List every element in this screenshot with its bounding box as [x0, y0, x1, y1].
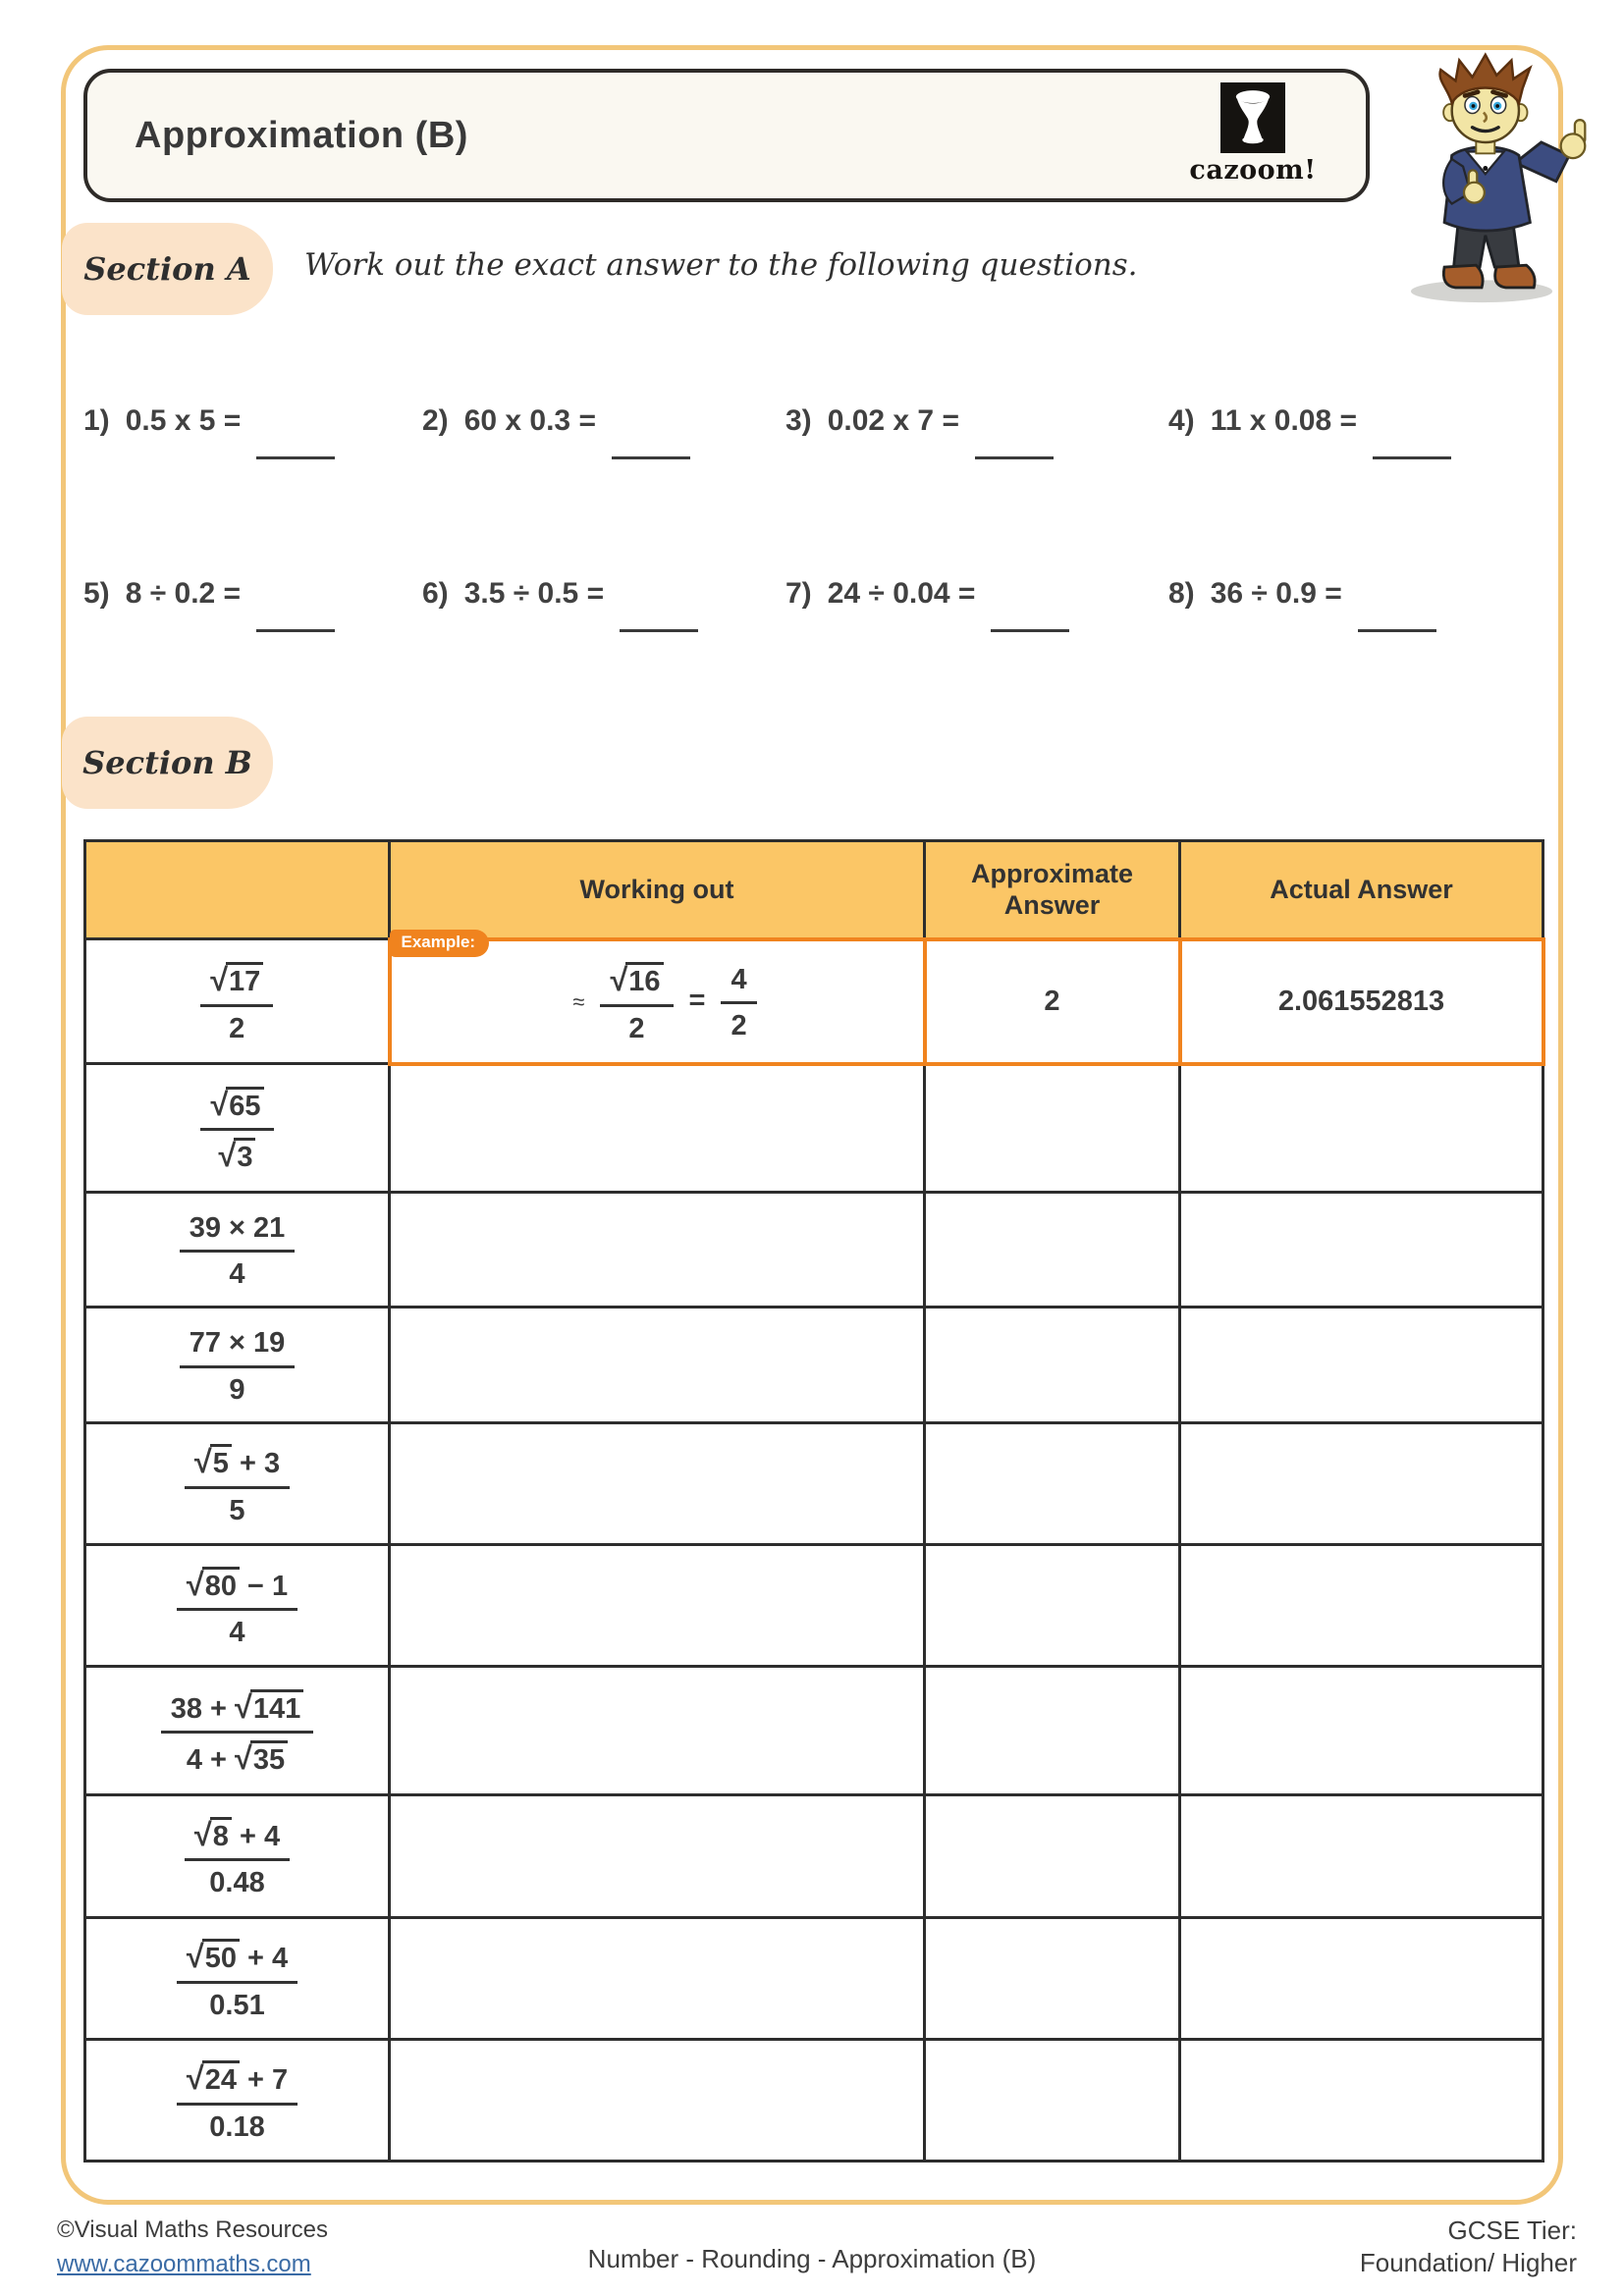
actual-answer-cell[interactable]: [1180, 1917, 1543, 2039]
fraction-denominator: 2: [229, 1012, 245, 1044]
sqrt-radical: √ 8: [194, 1817, 232, 1851]
actual-answer-cell[interactable]: [1180, 1308, 1543, 1422]
question-number: 4): [1168, 404, 1195, 437]
approximate-answer-cell[interactable]: [925, 1308, 1180, 1422]
radical-sign-icon: √: [186, 1939, 204, 1975]
footer-topic: Number - Rounding - Approximation (B): [587, 2244, 1037, 2273]
operator-symbol: ≈: [572, 988, 585, 1014]
fraction: [721, 962, 756, 1041]
answer-line[interactable]: [256, 629, 335, 632]
fraction-numerator: √ 50 + 4: [177, 1936, 298, 1983]
thumbs-up-right-hand: [1561, 120, 1586, 158]
fraction: [177, 2057, 298, 2142]
table-row: [85, 1422, 1543, 1544]
fraction: [185, 1441, 290, 1525]
sqrt-radical: √ 80: [187, 1567, 240, 1601]
question: [1168, 404, 1556, 577]
expression-cell: [85, 939, 390, 1064]
actual-answer-cell[interactable]: [1180, 1422, 1543, 1544]
sqrt-radical: √ 65: [210, 1087, 263, 1121]
fraction-numerator: [200, 959, 273, 1006]
expression-cell: [85, 1193, 390, 1308]
sqrt-radical: √ 50: [187, 1939, 240, 1973]
table-row: [85, 1193, 1543, 1308]
fraction-numerator: √ 5 + 3: [185, 1441, 290, 1488]
fraction-numerator: 39 × 21: [180, 1210, 296, 1253]
fraction: [161, 1686, 314, 1776]
expression-cell: [85, 1544, 390, 1666]
fraction: [177, 1564, 298, 1648]
fraction-numerator: 77 × 19: [180, 1325, 296, 1367]
fraction-denominator: 4: [229, 1616, 245, 1648]
actual-answer-cell[interactable]: [1180, 2039, 1543, 2161]
approximate-answer-cell[interactable]: [925, 1193, 1180, 1308]
sqrt-radical: √ 3: [219, 1138, 256, 1172]
answer-line[interactable]: [1373, 456, 1451, 459]
question-expression: 36 ÷ 0.9 =: [1210, 577, 1342, 610]
table-body: [85, 932, 1543, 2162]
table-row: [85, 1308, 1543, 1422]
fraction-denominator: 2: [628, 1012, 645, 1044]
question-expression: 24 ÷ 0.04 =: [827, 577, 976, 610]
header-expression: [85, 841, 390, 939]
question-expression: 8 ÷ 0.2 =: [125, 577, 242, 610]
sqrt-radical: √ 16: [610, 962, 663, 996]
tier-value: Foundation/ Higher: [1359, 2247, 1577, 2277]
radical-sign-icon: √: [218, 1138, 237, 1174]
fraction-numerator: [600, 959, 673, 1006]
approximate-answer-cell[interactable]: [925, 1544, 1180, 1666]
fraction-numerator: 4: [721, 962, 756, 1004]
fraction-denominator: 9: [229, 1373, 245, 1406]
approximate-answer-cell[interactable]: [925, 2039, 1180, 2161]
question-number: 8): [1168, 577, 1195, 610]
question-expression: 60 x 0.3 =: [463, 404, 596, 437]
fraction-denominator: [219, 1131, 256, 1172]
answer-line[interactable]: [612, 456, 690, 459]
expression-cell: [85, 1917, 390, 2039]
approximate-answer-cell[interactable]: [925, 1667, 1180, 1795]
approximate-answer-cell[interactable]: [925, 1795, 1180, 1917]
fraction-numerator: √ 24 + 7: [177, 2057, 298, 2105]
section-a-instruction: Work out the exact answer to the following questions.: [304, 247, 1138, 283]
question-expression: 3.5 ÷ 0.5 =: [463, 577, 605, 610]
fraction: [180, 1325, 296, 1405]
working-out-cell[interactable]: [390, 1917, 925, 2039]
answer-line[interactable]: [975, 456, 1054, 459]
header-working-out: Working out: [390, 841, 925, 939]
radical-sign-icon: √: [193, 1444, 212, 1480]
working-out-cell[interactable]: [390, 1667, 925, 1795]
working-out-cell[interactable]: [390, 2039, 925, 2161]
header-actual-answer: Actual Answer: [1180, 841, 1543, 939]
fraction-denominator: 0.48: [209, 1867, 265, 1899]
fraction-numerator: √ 8 + 4: [185, 1814, 290, 1861]
approximate-answer-cell[interactable]: [925, 1064, 1180, 1193]
actual-answer-cell: 2.061552813: [1180, 939, 1543, 1064]
expression-cell: [85, 1064, 390, 1193]
radical-sign-icon: √: [210, 1086, 229, 1122]
working-out-cell[interactable]: [390, 1193, 925, 1308]
title-box: [83, 69, 1370, 202]
question: [1168, 577, 1556, 750]
expression-cell: [85, 1308, 390, 1422]
table-row: [85, 1064, 1543, 1193]
actual-answer-cell[interactable]: [1180, 1064, 1543, 1193]
question-number: 2): [422, 404, 449, 437]
working-out-cell[interactable]: [390, 1064, 925, 1193]
actual-answer-cell[interactable]: [1180, 1544, 1543, 1666]
question: [785, 577, 1168, 750]
tier-label: GCSE Tier:: [1447, 2216, 1577, 2245]
fraction-denominator: 0.51: [209, 1989, 265, 2021]
question-number: 6): [422, 577, 449, 610]
answer-line[interactable]: [1358, 629, 1436, 632]
approximate-answer-cell[interactable]: [925, 1917, 1180, 2039]
question: [422, 577, 785, 750]
question-expression: 0.02 x 7 =: [827, 404, 959, 437]
page-title: Approximation (B): [135, 114, 468, 156]
section-b-table: [83, 839, 1545, 2163]
question-number: 1): [83, 404, 110, 437]
cazoom-brand-text: cazoom!: [1189, 155, 1317, 186]
cazoommaths-link[interactable]: www.cazoommaths.com: [57, 2251, 311, 2277]
sqrt-radical: √ 24: [187, 2060, 240, 2095]
mascot-boy-illustration: [1386, 51, 1614, 304]
approximate-answer-cell: 2: [925, 939, 1180, 1064]
cazoom-logo: [1179, 82, 1326, 186]
fraction-denominator: 4 + √ 35: [187, 1734, 288, 1775]
fraction: [600, 959, 673, 1043]
answer-line[interactable]: [991, 629, 1069, 632]
copyright-text: ©Visual Maths Resources: [57, 2216, 329, 2243]
answer-line[interactable]: [256, 456, 335, 459]
table-row: [85, 1544, 1543, 1666]
fraction-numerator: 38 + √ 141: [161, 1686, 314, 1734]
question-number: 5): [83, 577, 110, 610]
radical-sign-icon: √: [186, 1566, 204, 1602]
section-b-label: Section B: [62, 717, 273, 809]
table-row: [85, 1795, 1543, 1917]
working-out-cell[interactable]: [390, 1308, 925, 1422]
question-expression: 0.5 x 5 =: [125, 404, 242, 437]
expression-cell: [85, 1422, 390, 1544]
section-a-label: Section A: [62, 223, 273, 315]
footer-tier: [1360, 2215, 1577, 2278]
table-row: [85, 1667, 1543, 1795]
sqrt-radical: √ 35: [235, 1740, 288, 1775]
working-out-cell[interactable]: [390, 1544, 925, 1666]
table-header-row: [85, 841, 1543, 939]
table-row: [85, 1917, 1543, 2039]
actual-answer-cell[interactable]: [1180, 1667, 1543, 1795]
question: [83, 404, 422, 577]
example-tag: Example:: [390, 930, 490, 957]
approximate-answer-cell[interactable]: [925, 1422, 1180, 1544]
fraction: [177, 1936, 298, 2020]
question-number: 7): [785, 577, 812, 610]
radical-sign-icon: √: [235, 1688, 252, 1725]
actual-answer-cell[interactable]: [1180, 1193, 1543, 1308]
fraction: [200, 959, 273, 1043]
expression-cell: [85, 2039, 390, 2161]
table-row: [85, 939, 1543, 1064]
radical-sign-icon: √: [235, 1740, 252, 1777]
expression-cell: [85, 1667, 390, 1795]
question: [422, 404, 785, 577]
fraction-denominator: 5: [229, 1494, 245, 1526]
working-out-cell[interactable]: [390, 1795, 925, 1917]
question: [785, 404, 1168, 577]
fraction-denominator: 2: [731, 1010, 747, 1041]
section-a-questions: [83, 404, 1556, 750]
answer-line[interactable]: [620, 629, 698, 632]
actual-answer-cell[interactable]: [1180, 1795, 1543, 1917]
fraction-denominator: 0.18: [209, 2110, 265, 2143]
table-row: [85, 2039, 1543, 2161]
sqrt-radical: √ 5: [194, 1444, 232, 1478]
djembe-drum-icon: [1220, 82, 1285, 153]
sqrt-radical: √ 17: [210, 962, 263, 996]
operator-symbol: =: [688, 984, 706, 1016]
fraction-numerator: [200, 1084, 273, 1131]
working-out-cell: [390, 932, 925, 1064]
fraction: [200, 1084, 273, 1173]
expression-cell: [85, 1795, 390, 1917]
sqrt-radical: √ 141: [235, 1689, 303, 1724]
radical-sign-icon: √: [193, 1816, 212, 1852]
header-approximate-answer: Approximate Answer: [925, 841, 1180, 939]
working-out-cell[interactable]: [390, 1422, 925, 1544]
fraction-denominator: 4: [229, 1258, 245, 1291]
radical-sign-icon: √: [610, 962, 628, 998]
fraction: [180, 1210, 296, 1290]
fraction: [185, 1814, 290, 1898]
fraction-numerator: √ 80 − 1: [177, 1564, 298, 1611]
question-number: 3): [785, 404, 812, 437]
radical-sign-icon: √: [210, 962, 229, 998]
question-expression: 11 x 0.08 =: [1210, 404, 1357, 437]
radical-sign-icon: √: [186, 2060, 204, 2097]
